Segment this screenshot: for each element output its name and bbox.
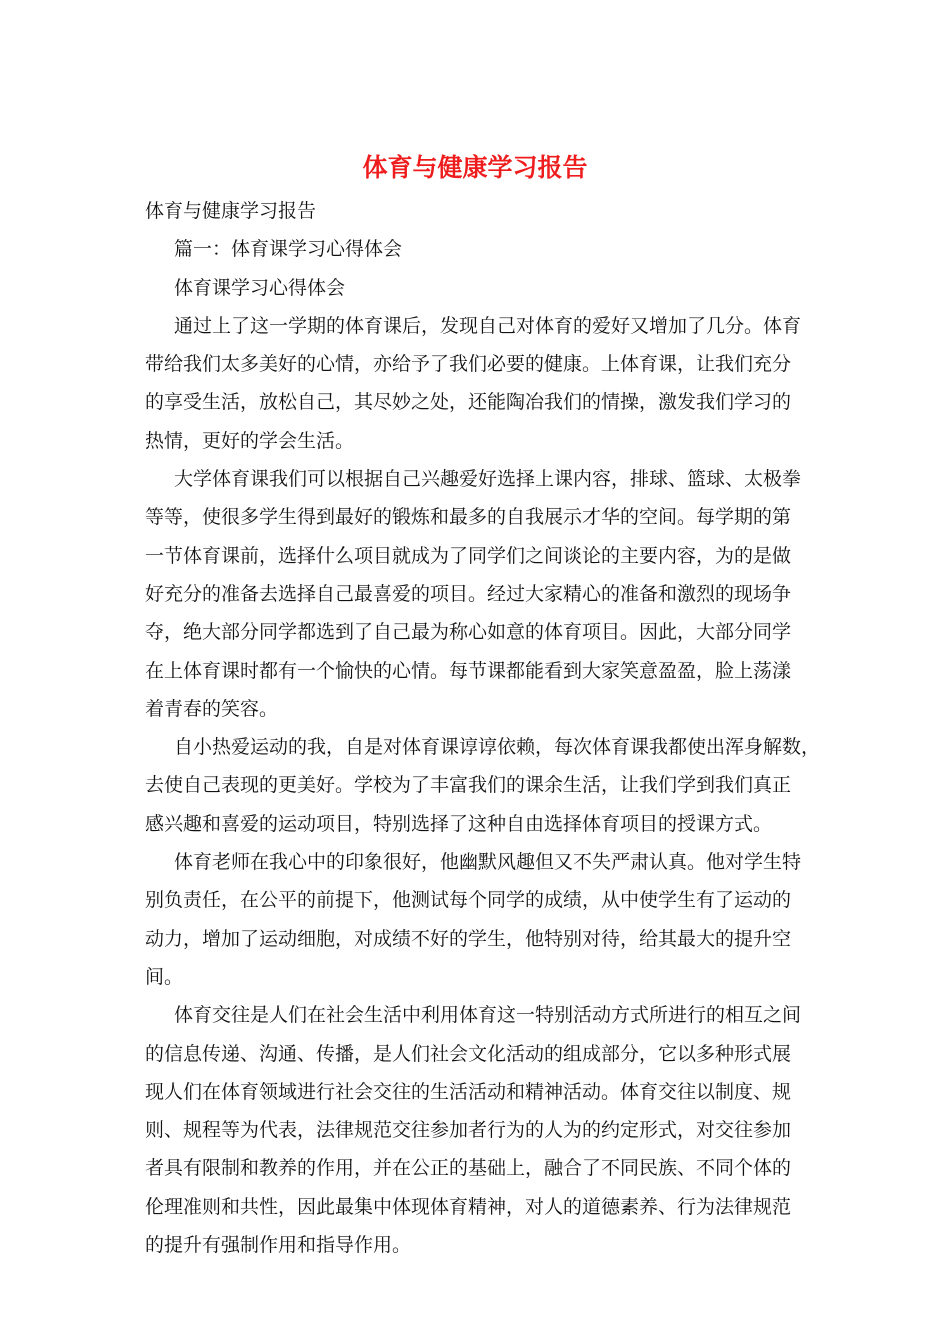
text-line: 的提升有强制作用和指导作用。 — [145, 1234, 412, 1257]
text-line: 等等，使很多学生得到最好的锻炼和最多的自我展示才华的空间。每学期的第 — [145, 506, 792, 529]
text-line: 体育交往是人们在社会生活中利用体育这一特别活动方式所进行的相互之间 — [174, 1004, 802, 1027]
text-line: 一节体育课前，选择什么项目就成为了同学们之间谈论的主要内容，为的是做 — [145, 544, 792, 567]
text-line: 体育与健康学习报告 — [145, 200, 317, 222]
text-line: 别负责任，在公平的前提下，他测试每个同学的成绩，从中使学生有了运动的 — [145, 889, 792, 912]
text-line: 现人们在体育领域进行社会交往的生活活动和精神活动。体育交往以制度、规 — [145, 1080, 792, 1103]
text-line: 体育课学习心得体会 — [174, 276, 346, 299]
text-line: 夺，绝大部分同学都选到了自己最为称心如意的体育项目。因此，大部分同学 — [145, 621, 792, 644]
text-line: 自小热爱运动的我，自是对体育课谆谆依赖，每次体育课我都使出浑身解数， — [174, 736, 821, 759]
text-line: 则、规程等为代表，法律规范交往参加者行为的人为的约定形式，对交往参加 — [145, 1119, 792, 1142]
text-line: 伦理准则和共性，因此最集中体现体育精神，对人的道德素养、行为法律规范 — [145, 1195, 792, 1218]
text-line: 通过上了这一学期的体育课后，发现自己对体育的爱好又增加了几分。体育 — [174, 314, 802, 337]
text-line: 热情，更好的学会生活。 — [145, 429, 355, 452]
text-line: 感兴趣和喜爱的运动项目，特别选择了这种自由选择体育项目的授课方式。 — [145, 812, 773, 835]
text-line: 的信息传递、沟通、传播，是人们社会文化活动的组成部分，它以多种形式展 — [145, 1042, 792, 1065]
document-title: 体育与健康学习报告 — [362, 153, 588, 182]
document-body — [145, 192, 825, 1264]
text-line: 在上体育课时都有一个愉快的心情。每节课都能看到大家笑意盈盈，脸上荡漾 — [145, 659, 792, 682]
text-line: 大学体育课我们可以根据自己兴趣爱好选择上课内容，排球、篮球、太极拳 — [174, 468, 802, 491]
text-line: 动力，增加了运动细胞，对成绩不好的学生，他特别对待，给其最大的提升空 — [145, 927, 792, 950]
text-line: 间。 — [145, 965, 184, 988]
text-line: 带给我们太多美好的心情，亦给予了我们必要的健康。上体育课，让我们充分 — [145, 353, 792, 376]
text-line: 的享受生活，放松自己，其尽妙之处，还能陶冶我们的情操，激发我们学习的 — [145, 391, 792, 414]
text-line: 体育老师在我心中的印象很好，他幽默风趣但又不失严肃认真。他对学生特 — [174, 851, 802, 874]
text-line: 好充分的准备去选择自己最喜爱的项目。经过大家精心的准备和激烈的现场争 — [145, 582, 792, 605]
text-line: 者具有限制和教养的作用，并在公正的基础上，融合了不同民族、不同个体的 — [145, 1157, 792, 1180]
text-line: 篇一：体育课学习心得体会 — [174, 238, 403, 261]
text-line: 着青春的笑容。 — [145, 697, 279, 720]
text-line: 去使自己表现的更美好。学校为了丰富我们的课余生活，让我们学到我们真正 — [145, 774, 792, 797]
